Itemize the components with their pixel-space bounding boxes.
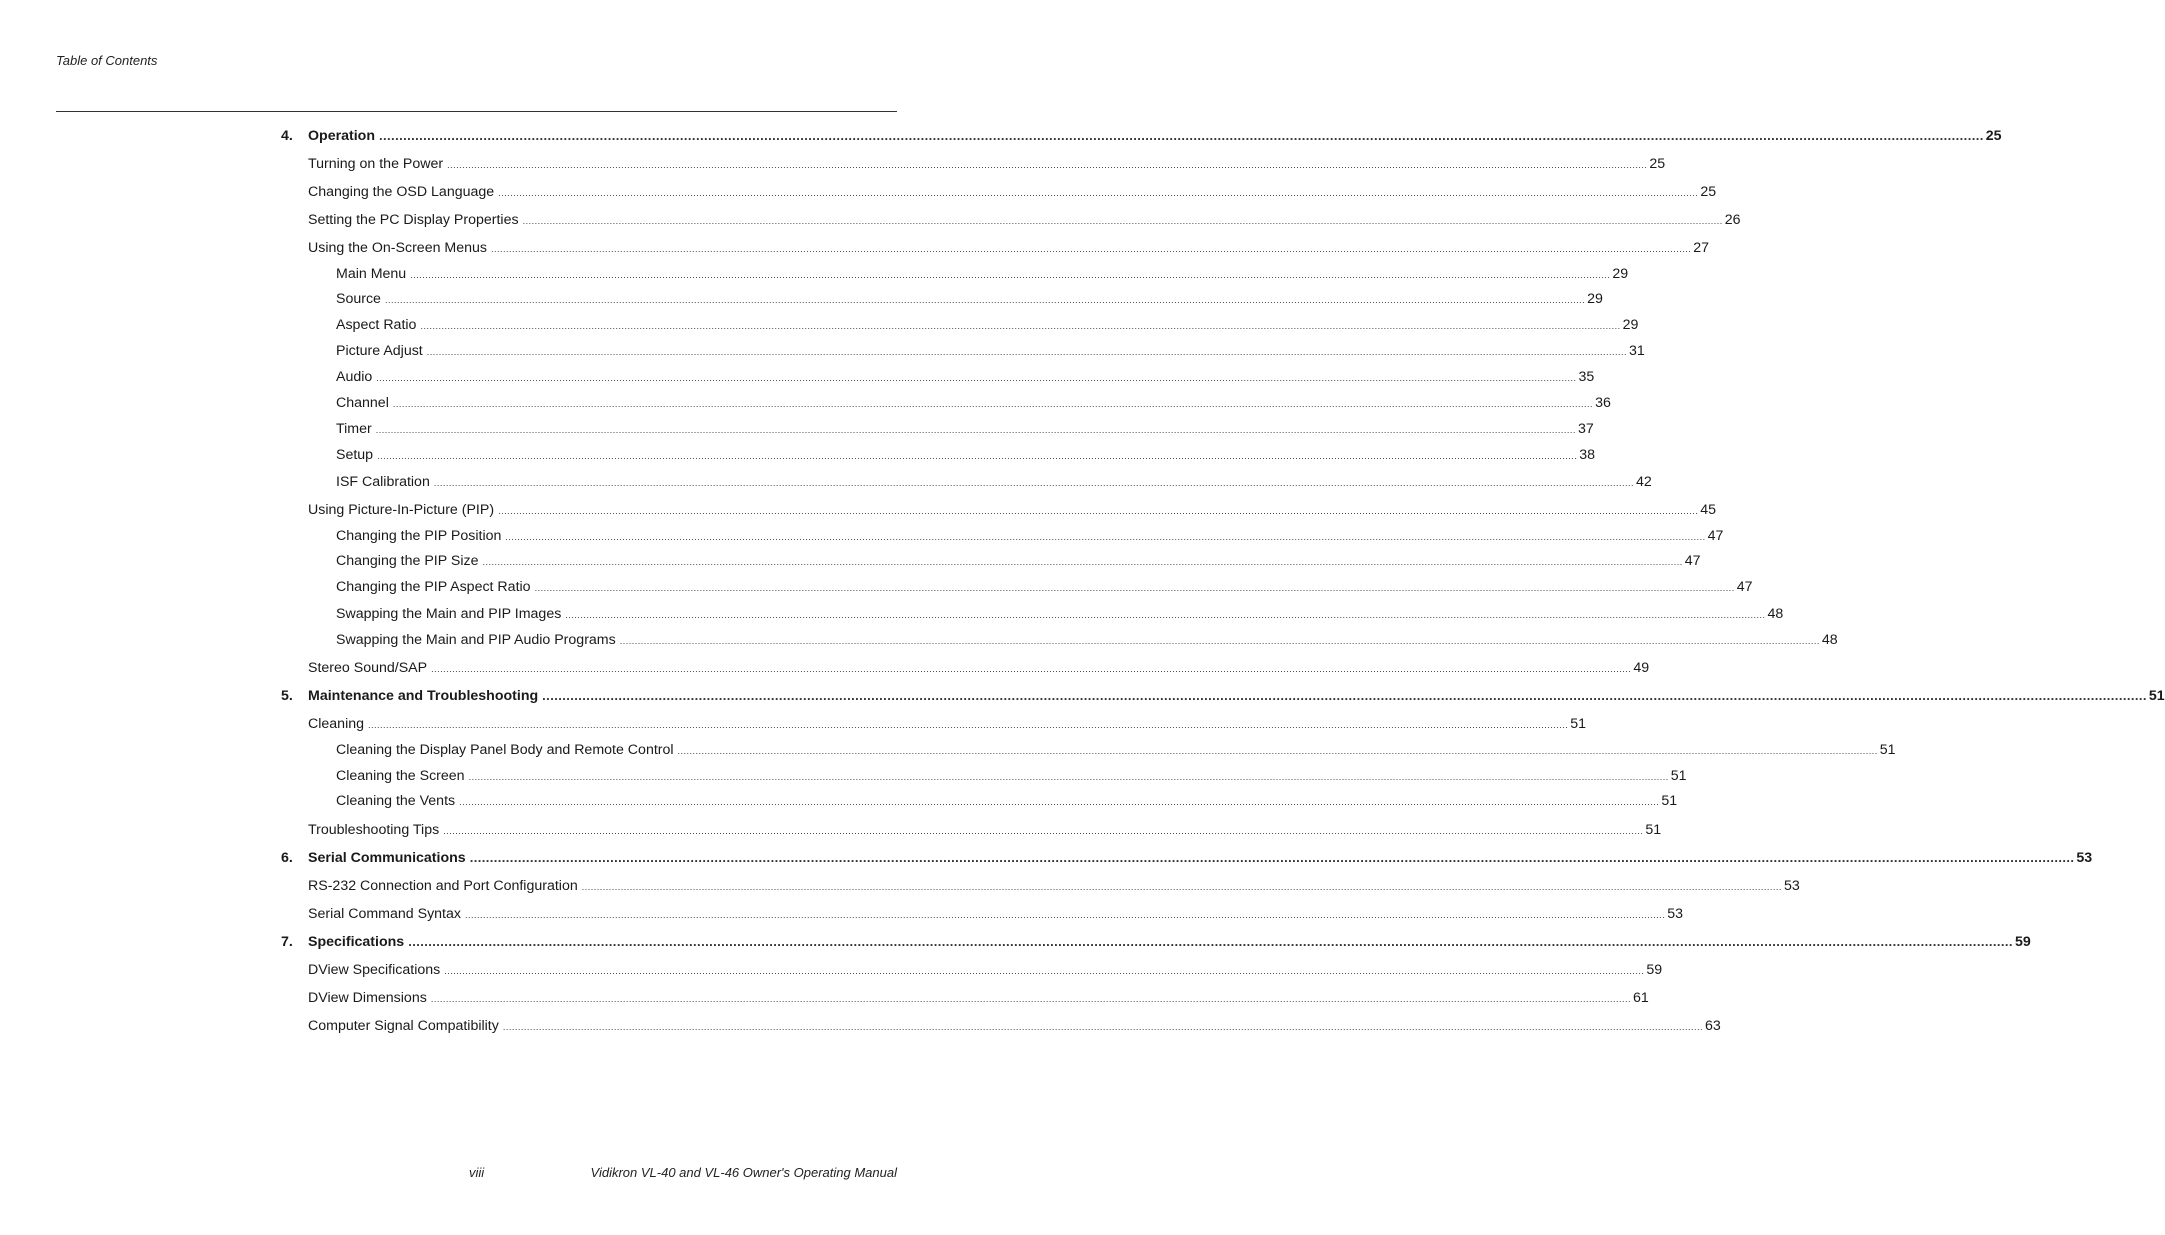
toc-entry-title[interactable]: Changing the PIP Aspect Ratio	[336, 579, 531, 595]
toc-entry-title[interactable]: DView Specifications	[308, 962, 441, 978]
toc-page-number: 29	[1612, 266, 1629, 282]
toc-entry[interactable]	[336, 767, 1687, 786]
toc-chapter-number: 4.	[281, 128, 293, 144]
toc-page-number: 49	[1633, 660, 1650, 676]
toc-entry-title[interactable]: Source	[336, 291, 381, 307]
toc-dot-leader: ................................................................................................................................................................................................................................................................................................................................................................................................................	[408, 934, 2013, 949]
toc-chapter-number: 7.	[281, 934, 293, 950]
toc-page-number: 25	[1649, 156, 1666, 172]
toc-entry-title[interactable]: Channel	[336, 395, 389, 411]
toc-page-number: 63	[1705, 1018, 1721, 1034]
toc-dot-leader: ................................................................................................................................................................................................................................................................................................................................................................................................................	[534, 583, 1735, 593]
toc-dot-leader: ................................................................................................................................................................................................................................................................................................................................................................................................................	[447, 160, 1648, 170]
toc-page-number: 26	[1724, 212, 1741, 228]
toc-dot-leader: ................................................................................................................................................................................................................................................................................................................................................................................................................	[522, 216, 1723, 226]
toc-entry[interactable]	[336, 342, 1645, 361]
toc-dot-leader: ................................................................................................................................................................................................................................................................................................................................................................................................................	[482, 557, 1683, 567]
header-divider	[56, 111, 897, 112]
toc-page-number: 51	[1670, 768, 1687, 784]
toc-entry-title[interactable]: Picture Adjust	[336, 343, 423, 359]
toc-entry[interactable]	[308, 183, 1717, 202]
running-header: Table of Contents	[56, 53, 158, 68]
toc-chapter-entry[interactable]	[281, 933, 2031, 951]
toc-page-number: 51	[1570, 716, 1586, 732]
toc-entry-title[interactable]: Troubleshooting Tips	[308, 822, 440, 838]
toc-page-number: 51	[1661, 793, 1678, 809]
toc-page-number: 35	[1578, 369, 1595, 385]
toc-entry[interactable]	[336, 420, 1594, 439]
toc-entry[interactable]	[308, 211, 1741, 230]
toc-page-number: 25	[1985, 128, 2002, 144]
toc-entry-title[interactable]: Cleaning the Vents	[336, 793, 456, 809]
toc-dot-leader: ................................................................................................................................................................................................................................................................................................................................................................................................................	[581, 882, 1782, 892]
toc-entry-title[interactable]: Main Menu	[336, 266, 407, 282]
toc-dot-leader: ................................................................................................................................................................................................................................................................................................................................................................................................................	[619, 636, 1820, 646]
toc-page-number: 53	[1783, 878, 1800, 894]
toc-page-number: 51	[1645, 822, 1662, 838]
toc-entry-title[interactable]: Cleaning the Screen	[336, 768, 465, 784]
toc-entry-title[interactable]: Cleaning the Display Panel Body and Remote Control	[336, 742, 674, 758]
toc-entry[interactable]	[336, 578, 1753, 597]
toc-entry-title[interactable]: Using Picture-In-Picture (PIP)	[308, 502, 495, 518]
toc-page-number: 42	[1636, 474, 1652, 490]
toc-dot-leader: ................................................................................................................................................................................................................................................................................................................................................................................................................	[565, 610, 1766, 620]
toc-entry[interactable]	[308, 821, 1662, 840]
toc-page-number: 51	[1879, 742, 1896, 758]
toc-entry-title[interactable]: ISF Calibration	[336, 474, 430, 490]
toc-dot-leader: ................................................................................................................................................................................................................................................................................................................................................................................................................	[433, 478, 1635, 488]
toc-entry[interactable]	[308, 239, 1709, 258]
toc-dot-leader: ................................................................................................................................................................................................................................................................................................................................................................................................................	[410, 270, 1611, 280]
toc-page-number: 59	[2014, 934, 2031, 950]
toc-dot-leader: ................................................................................................................................................................................................................................................................................................................................................................................................................	[459, 797, 1660, 807]
toc-entry-title[interactable]: Setup	[336, 447, 374, 463]
toc-page-number: 51	[2148, 688, 2165, 704]
toc-entry-title[interactable]: Maintenance and Troubleshooting	[308, 688, 539, 704]
toc-dot-leader: ................................................................................................................................................................................................................................................................................................................................................................................................................	[420, 321, 1621, 331]
footer-manual-title: Vidikron VL-40 and VL-46 Owner's Operating Manual	[590, 1165, 897, 1180]
toc-entry[interactable]	[308, 961, 1663, 980]
toc-chapter-number: 6.	[281, 850, 293, 866]
toc-entry-title[interactable]: Timer	[336, 421, 372, 437]
toc-entry[interactable]	[336, 290, 1603, 309]
toc-entry[interactable]	[308, 155, 1666, 174]
toc-entry[interactable]	[336, 631, 1838, 650]
toc-page-number: 29	[1587, 291, 1603, 307]
toc-dot-leader: ................................................................................................................................................................................................................................................................................................................................................................................................................	[505, 532, 1706, 542]
toc-entry[interactable]	[308, 905, 1683, 924]
toc-chapter-entry[interactable]	[281, 687, 2165, 705]
toc-entry-title[interactable]: Serial Command Syntax	[308, 906, 461, 922]
toc-entry-title[interactable]: Swapping the Main and PIP Images	[336, 606, 562, 622]
footer-page-number: viii	[469, 1165, 485, 1180]
toc-entry-title[interactable]: Turning on the Power	[308, 156, 444, 172]
toc-entry[interactable]	[336, 446, 1596, 465]
toc-dot-leader: ................................................................................................................................................................................................................................................................................................................................................................................................................	[677, 746, 1878, 756]
toc-chapter-entry[interactable]	[281, 127, 2002, 145]
toc-entry-title[interactable]: Swapping the Main and PIP Audio Programs	[336, 632, 616, 648]
toc-dot-leader: ................................................................................................................................................................................................................................................................................................................................................................................................................	[491, 244, 1692, 254]
toc-page-number: 48	[1821, 632, 1838, 648]
toc-entry[interactable]	[336, 368, 1595, 387]
toc-page-number: 45	[1700, 502, 1717, 518]
toc-entry[interactable]	[336, 527, 1724, 546]
toc-entry[interactable]	[336, 552, 1701, 571]
toc-entry[interactable]	[336, 265, 1629, 284]
toc-entry-title[interactable]: Serial Communications	[308, 850, 466, 866]
toc-dot-leader: ................................................................................................................................................................................................................................................................................................................................................................................................................	[376, 373, 1577, 383]
toc-page-number: 53	[1667, 906, 1683, 922]
toc-page-number: 59	[1646, 962, 1663, 978]
toc-entry[interactable]	[336, 605, 1784, 624]
toc-page-number: 61	[1633, 990, 1649, 1006]
toc-entry[interactable]	[308, 877, 1800, 896]
toc-entry-title[interactable]: Operation	[308, 128, 376, 144]
toc-entry[interactable]	[336, 316, 1639, 335]
toc-page-number: 27	[1693, 240, 1709, 256]
toc-chapter-entry[interactable]	[281, 849, 2093, 867]
toc-entry-title[interactable]: RS-232 Connection and Port Configuration	[308, 878, 578, 894]
toc-dot-leader: ................................................................................................................................................................................................................................................................................................................................................................................................................	[443, 826, 1644, 836]
toc-entry-title[interactable]: Aspect Ratio	[336, 317, 417, 333]
toc-entry[interactable]	[308, 715, 1586, 734]
toc-dot-leader: ................................................................................................................................................................................................................................................................................................................................................................................................................	[375, 425, 1576, 435]
toc-dot-leader: ................................................................................................................................................................................................................................................................................................................................................................................................................	[379, 128, 1984, 143]
toc-entry[interactable]	[308, 1017, 1721, 1036]
toc-entry-title[interactable]: Audio	[336, 369, 373, 385]
toc-dot-leader: ................................................................................................................................................................................................................................................................................................................................................................................................................	[498, 506, 1699, 516]
toc-page-number: 47	[1707, 528, 1724, 544]
toc-entry-title[interactable]: Changing the PIP Position	[336, 528, 502, 544]
toc-dot-leader: ................................................................................................................................................................................................................................................................................................................................................................................................................	[426, 347, 1627, 357]
toc-page-number: 37	[1577, 421, 1594, 437]
toc-dot-leader: ................................................................................................................................................................................................................................................................................................................................................................................................................	[502, 1022, 1704, 1032]
toc-entry[interactable]	[308, 989, 1649, 1008]
toc-entry-title[interactable]: Cleaning	[308, 716, 365, 732]
toc-dot-leader: ................................................................................................................................................................................................................................................................................................................................................................................................................	[392, 399, 1594, 409]
toc-page-number: 29	[1622, 317, 1639, 333]
toc-entry[interactable]	[336, 792, 1678, 811]
toc-entry-title[interactable]: Stereo Sound/SAP	[308, 660, 428, 676]
toc-page-number: 38	[1579, 447, 1596, 463]
toc-entry-title[interactable]: Specifications	[308, 934, 405, 950]
toc-entry[interactable]	[336, 741, 1896, 760]
toc-entry[interactable]	[336, 394, 1611, 413]
toc-entry-title[interactable]: Computer Signal Compatibility	[308, 1018, 499, 1034]
toc-entry-title[interactable]: Setting the PC Display Properties	[308, 212, 519, 228]
toc-dot-leader: ................................................................................................................................................................................................................................................................................................................................................................................................................	[464, 910, 1666, 920]
toc-page-number: 25	[1700, 184, 1717, 200]
toc-page-number: 47	[1684, 553, 1701, 569]
toc-page-number: 53	[2076, 850, 2093, 866]
toc-page-number: 36	[1595, 395, 1611, 411]
toc-entry-title[interactable]: Using the On-Screen Menus	[308, 240, 488, 256]
toc-entry-title[interactable]: Changing the PIP Size	[336, 553, 479, 569]
toc-entry-title[interactable]: Changing the OSD Language	[308, 184, 495, 200]
toc-page-number: 31	[1628, 343, 1645, 359]
toc-page-number: 47	[1736, 579, 1753, 595]
toc-dot-leader: ................................................................................................................................................................................................................................................................................................................................................................................................................	[368, 720, 1569, 730]
toc-dot-leader: ................................................................................................................................................................................................................................................................................................................................................................................................................	[444, 966, 1645, 976]
toc-dot-leader: ................................................................................................................................................................................................................................................................................................................................................................................................................	[542, 688, 2147, 703]
toc-dot-leader: ................................................................................................................................................................................................................................................................................................................................................................................................................	[498, 188, 1699, 198]
toc-entry[interactable]	[336, 473, 1652, 492]
toc-entry[interactable]	[308, 501, 1717, 520]
toc-chapter-number: 5.	[281, 688, 293, 704]
toc-dot-leader: ................................................................................................................................................................................................................................................................................................................................................................................................................	[469, 850, 2075, 865]
toc-dot-leader: ................................................................................................................................................................................................................................................................................................................................................................................................................	[430, 994, 1632, 1004]
toc-entry[interactable]	[308, 659, 1650, 678]
toc-page-number: 48	[1767, 606, 1784, 622]
toc-dot-leader: ................................................................................................................................................................................................................................................................................................................................................................................................................	[431, 664, 1632, 674]
toc-dot-leader: ................................................................................................................................................................................................................................................................................................................................................................................................................	[377, 451, 1578, 461]
toc-dot-leader: ................................................................................................................................................................................................................................................................................................................................................................................................................	[468, 772, 1669, 782]
toc-dot-leader: ................................................................................................................................................................................................................................................................................................................................................................................................................	[384, 295, 1586, 305]
toc-entry-title[interactable]: DView Dimensions	[308, 990, 427, 1006]
